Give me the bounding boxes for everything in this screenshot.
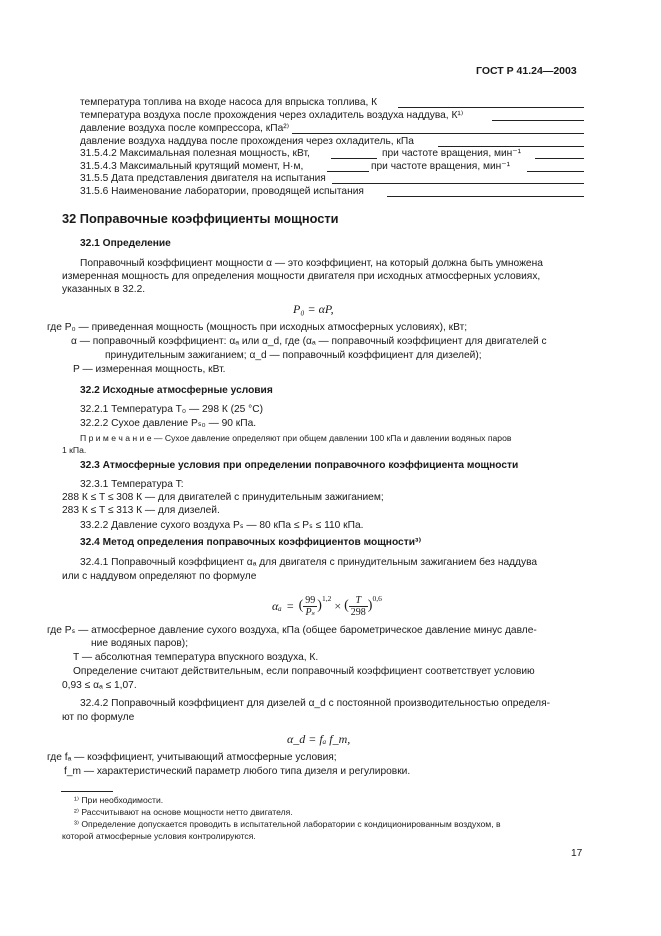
paragraph: 32.3.1 Температура T: (80, 479, 184, 490)
note: П р и м е ч а н и е — Сухое давление определяют при общем давлении 100 кПа и давлении водяных паров (80, 433, 512, 443)
fraction: $\frac{99}{\text{Pₛ}}$ (305, 594, 316, 618)
paragraph: 33.2.2 Давление сухого воздуха Pₛ — 80 кПа ≤ Pₛ ≤ 110 кПа. (80, 520, 364, 531)
paragraph: 32.2.1 Температура T₀ — 298 К (25 °C) (80, 404, 263, 415)
form-line-power-speed: при частоте вращения, мин⁻¹ (382, 148, 522, 159)
form-line-boost-pressure: давление воздуха наддува после прохождения через охладитель, кПа (80, 136, 414, 147)
fill-line (387, 196, 584, 197)
subsection-title: 32.1 Определение (80, 238, 171, 249)
fill-line (331, 158, 377, 159)
formula-lhs: αₐ (272, 598, 282, 613)
subsection-title: 32.4 Метод определения поправочных коэффициентов мощности³⁾ (80, 537, 422, 548)
form-line-air-temp: температура воздуха после прохождения через охладитель воздуха наддува, К¹⁾ (80, 110, 464, 121)
paragraph: 283 К ≤ T ≤ 313 К — для дизелей. (62, 505, 220, 516)
paragraph: 32.4.2 Поправочный коэффициент для дизелей α_d с постоянной производительностью определя- (80, 698, 550, 709)
formula-power: P₀ = αP, (293, 302, 334, 316)
paragraph: или с наддувом определяют по формуле (62, 571, 257, 582)
paragraph: 32.4.1 Поправочный коэффициент αₐ для двигателя с принудительным зажиганием без наддува (80, 557, 538, 568)
fill-line (332, 183, 584, 184)
section-title: 32 Поправочные коэффициенты мощности (62, 211, 339, 226)
fraction: $\frac{T}{298}$ (350, 594, 366, 618)
paragraph: Поправочный коэффициент мощности α — это коэффициент, на который должна быть умножена (80, 258, 543, 269)
page-number: 17 (571, 848, 583, 859)
paragraph: ют по формуле (62, 712, 135, 723)
definition-line: α — поправочный коэффициент: αₐ или α_d, где (αₐ — поправочный коэффициент для двигателей с (71, 336, 547, 347)
note: 1 кПа. (62, 445, 87, 455)
fill-line (398, 107, 584, 108)
fill-line (492, 120, 584, 121)
footnote: ³⁾ Определение допускается проводить в испытательной лаборатории с кондиционированным воздухом, в (74, 819, 501, 829)
subsection-title: 32.2 Исходные атмосферные условия (80, 385, 273, 396)
fill-line (292, 133, 584, 134)
definition-line: где Pₛ — атмосферное давление сухого воздуха, кПа (общее барометрическое давление минус давле- (47, 625, 537, 636)
paragraph: 32.2.2 Сухое давление Pₛ₀ — 90 кПа. (80, 418, 257, 429)
form-line-max-power: 31.5.4.2 Максимальная полезная мощность, кВт, (80, 148, 310, 159)
fill-line (527, 171, 584, 172)
subsection-title: 32.3 Атмосферные условия при определении поправочного коэффициента мощности (80, 460, 519, 471)
definition-line: где fₐ — коэффициент, учитывающий атмосферные условия; (47, 752, 337, 763)
form-line-max-torque: 31.5.4.3 Максимальный крутящий момент, Н·м, (80, 161, 304, 172)
definition-line: принудительным зажиганием; α_d — поправочный коэффициент для дизелей); (105, 350, 482, 361)
form-line-compressor-pressure: давление воздуха после компрессора, кПа²⁾ (80, 123, 290, 134)
paragraph: указанных в 32.2. (62, 284, 146, 295)
definition-line: T — абсолютная температура впускного воздуха, К. (73, 652, 319, 663)
fill-line (535, 158, 584, 159)
footnote: ¹⁾ При необходимости. (74, 795, 164, 805)
definition-line: где P₀ — приведенная мощность (мощность при исходных атмосферных условиях), кВт; (47, 322, 468, 333)
form-line-submission-date: 31.5.5 Дата представления двигателя на испытания (80, 173, 326, 184)
form-line-fuel-temp: температура топлива на входе насоса для впрыска топлива, К (80, 97, 378, 108)
fill-line (327, 171, 369, 172)
paragraph: Определение считают действительным, если поправочный коэффициент соответствует условию (73, 666, 535, 677)
definition-line: f_m — характеристический параметр любого типа дизеля и регулировки. (64, 766, 411, 777)
formula-alpha-d: α_d = fₐ f_m, (287, 732, 351, 746)
footnote-divider (61, 791, 113, 792)
footnote: которой атмосферные условия контролируются. (62, 831, 256, 841)
paragraph: 288 К ≤ T ≤ 308 К — для двигателей с принудительным зажиганием; (62, 492, 384, 503)
definition-line: P — измеренная мощность, кВт. (73, 364, 226, 375)
form-line-torque-speed: при частоте вращения, мин⁻¹ (371, 161, 511, 172)
paragraph: 0,93 ≤ αₐ ≤ 1,07. (62, 680, 137, 691)
definition-line: ние водяных паров); (91, 638, 189, 649)
standard-header: ГОСТ Р 41.24—2003 (476, 65, 577, 77)
paragraph: измеренная мощность для определения мощности двигателя при исходных атмосферных условиях, (62, 271, 541, 282)
footnote: ²⁾ Рассчитывают на основе мощности нетто двигателя. (74, 807, 293, 817)
formula-alpha-a: αₐ = ( $\frac{99}{\text{Pₛ}}$ ) 1,2 × ( $\frac{T}{298}$ ) 0,6 (272, 593, 382, 618)
form-line-lab-name: 31.5.6 Наименование лаборатории, проводящей испытания (80, 186, 364, 197)
